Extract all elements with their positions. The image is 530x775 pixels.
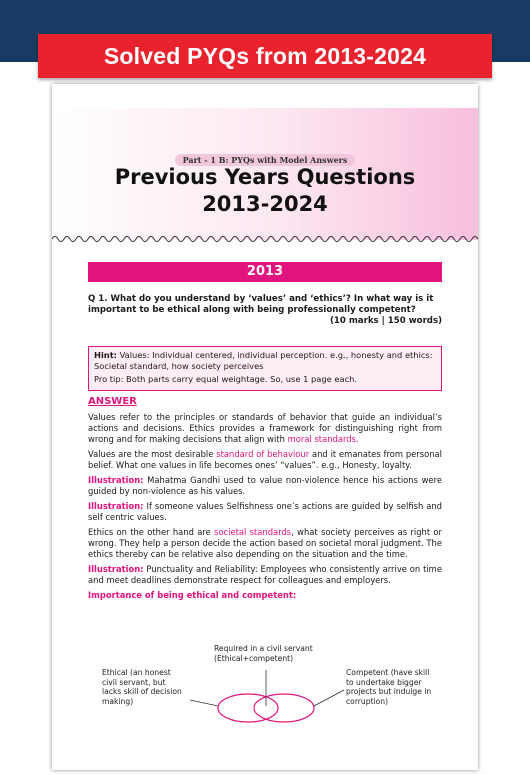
year-heading: 2013 (88, 262, 442, 282)
page-title (52, 164, 478, 218)
hint-label: Hint: (94, 350, 117, 360)
highlight-societal-standards: societal standards (214, 527, 292, 537)
venn-top-label: Required in a civil servant (Ethical+competent) (214, 644, 313, 663)
answer-heading: ANSWER (88, 396, 137, 407)
paragraph-ethics: Ethics on the other hand are societal standards, what society perceives as right or wrong. They help a person decide the action based on societal moral judgment. The ethics thereby can be relative also depending on the situation and the time. (88, 527, 443, 559)
part-label: Part - 1 B: PYQs with Model Answers (175, 154, 356, 166)
question-marks: (10 marks | 150 words) (329, 316, 442, 326)
title-line-1: Previous Years Questions (114, 165, 416, 189)
venn-connector-left (190, 700, 218, 706)
question-text: Q 1. What do you understand by ‘values’ and ‘ethics’? In what way is it important to be ethical along with being professionally competent? (88, 294, 434, 315)
illustration-gandhi: Illustration: Mahatma Gandhi used to value non-violence hence his actions were guided by non-violence as his values. (88, 475, 442, 496)
answer-body (88, 412, 442, 605)
highlight-standard-behaviour: standard of behaviour (216, 449, 310, 459)
banner-title: Solved PYQs from 2013-2024 (103, 43, 427, 69)
hint-text: Values: Individual centered, individual perception. e.g., honesty and ethics: Societal standard, how society perceives (94, 350, 433, 371)
illustration-punctuality: Illustration: Punctuality and Reliability: Employees who consistently arrive on time and meet deadlines demonstrate respect for colleagues and employers. (88, 564, 442, 585)
illustration-selfish: Illustration: If someone values Selfishness one’s actions are guided by selfish and self centric values. (88, 501, 442, 522)
venn-left-label: Ethical (an honest civil servant, but lacks skill of decision making) (102, 668, 182, 706)
promo-banner (38, 34, 492, 78)
hint-protip: Pro tip: Both parts carry equal weightage. So, use 1 page each. (94, 374, 358, 384)
paragraph-desirable: Values are the most desirable standard of behaviour and it emanates from personal belief. What one values in life becomes ones’ “values”. e.g., Honesty, loyalty. (88, 449, 442, 470)
wavy-divider (52, 232, 478, 246)
hint-box (88, 346, 442, 391)
venn-diagram (88, 640, 442, 736)
venn-ellipse-ethical (218, 694, 278, 722)
venn-right-label: Competent (have skill to undertake bigger projects but indulge in corruption) (346, 668, 432, 706)
highlight-moral-standards: moral standards. (287, 434, 359, 444)
book-page (52, 84, 478, 770)
title-line-2: 2013-2024 (202, 192, 328, 216)
venn-ellipse-competent (254, 694, 314, 722)
question (88, 294, 442, 327)
importance-heading: Importance of being ethical and competent: (88, 590, 297, 600)
venn-connector-right (314, 690, 344, 706)
paragraph-values: Values refer to the principles or standards of behavior that guide an individual’s actions and decisions. Ethics provides a framework for distinguishing right from wrong and for making decisions that align with moral standards. (88, 412, 442, 444)
